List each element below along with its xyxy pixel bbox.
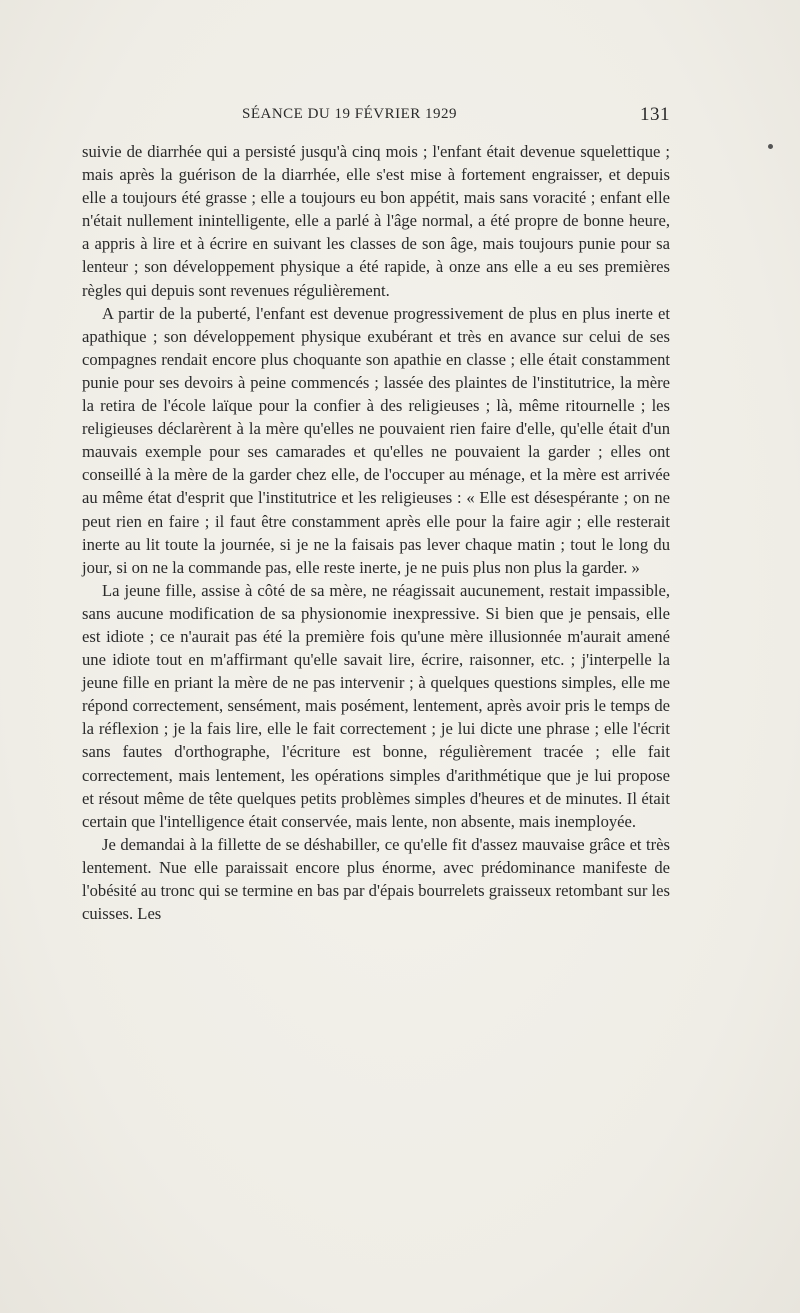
paragraph-puberty: A partir de la puberté, l'enfant est devenue progressivement de plus en plus inerte et apathique ; son développement physique exubérant et très en avance sur celui de ses compagnes rendait encore plus choquante son apathie en classe ; elle était constamment punie pour ses devoirs à peine commencés ; lassée des plaintes de l'institutrice, la mère la retira de l'école laïque pour la confier à des religieuses ; là, même ritournelle ; les religieuses déclarèrent à la mère qu'elles ne pouvaient rien faire d'elle, qu'elle était d'un mauvais exemple pour ses camarades et qu'elles ne pouvaient la garder ; elles ont conseillé à la mère de la garder chez elle, de l'occuper au ménage, et la mère est arrivée au même état d'esprit que l'institutrice et les religieuses : « Elle est désespérante ; on ne peut rien en faire ; il faut être constamment après elle pour la faire agir ; elle resterait inerte au lit toute la journée, si je ne la faisais pas lever chaque matin ; tout le long du jour, si on ne la commande pas, elle reste inerte, je ne puis plus non plus la garder. » [82, 303, 670, 577]
page-number: 131 [640, 104, 670, 125]
paragraph-undressing: Je demandai à la fillette de se déshabiller, ce qu'elle fit d'assez mauvaise grâce et très lentement. Nue elle paraissait encore plus énorme, avec prédominance manifeste de l'obésité au tronc qui se termine en bas par d'épais bourrelets graisseux retombant sur les cuisses. Les [82, 834, 670, 924]
body-text [82, 140, 670, 925]
paragraph-examination: La jeune fille, assise à côté de sa mère, ne réagissait aucunement, restait impassible, sans aucune modification de sa physionomie inexpressive. Si bien que je pensais, elle est idiote ; ce n'aurait pas été la première fois qu'une mère illusionnée m'aurait amené une idiote tout en m'affirmant qu'elle savait lire, écrire, raisonner, etc. ; j'interpelle la jeune fille en priant la mère de ne pas intervenir ; à quelques questions simples, elle me répond correctement, sensément, mais posément, lentement, après avoir pris le temps de la réflexion ; je la fais lire, elle le fait correctement ; je lui dicte une phrase ; elle l'écrit sans fautes d'orthographe, l'écriture est bonne, régulièrement tracée ; elle fait correctement, mais lentement, les opérations simples d'arithmétique que je lui propose et résout même de tête quelques petits problèmes simples d'heures et de minutes. Il était certain que l'intelligence était conservée, mais lente, non absente, mais inemployée. [82, 580, 670, 831]
margin-speck [768, 144, 773, 149]
page-header [82, 104, 670, 128]
running-head: SÉANCE DU 19 FÉVRIER 1929 [242, 106, 458, 122]
paragraph-continuation: suivie de diarrhée qui a persisté jusqu'à cinq mois ; l'enfant était devenue squelettique ; mais après la guérison de la diarrhée, elle s'est mise à fortement engraisser, et depuis elle a toujours été grasse ; elle a toujours eu bon appétit, mais sans voracité ; enfant elle n'était nullement inintelligente, elle a parlé à l'âge normal, a été propre de bonne heure, a appris à lire et à écrire en suivant les classes de son âge, mais toujours punie pour sa lenteur ; son développement physique a été rapide, à onze ans elle a eu ses premières règles qui depuis sont revenues régulièrement. [82, 142, 670, 300]
